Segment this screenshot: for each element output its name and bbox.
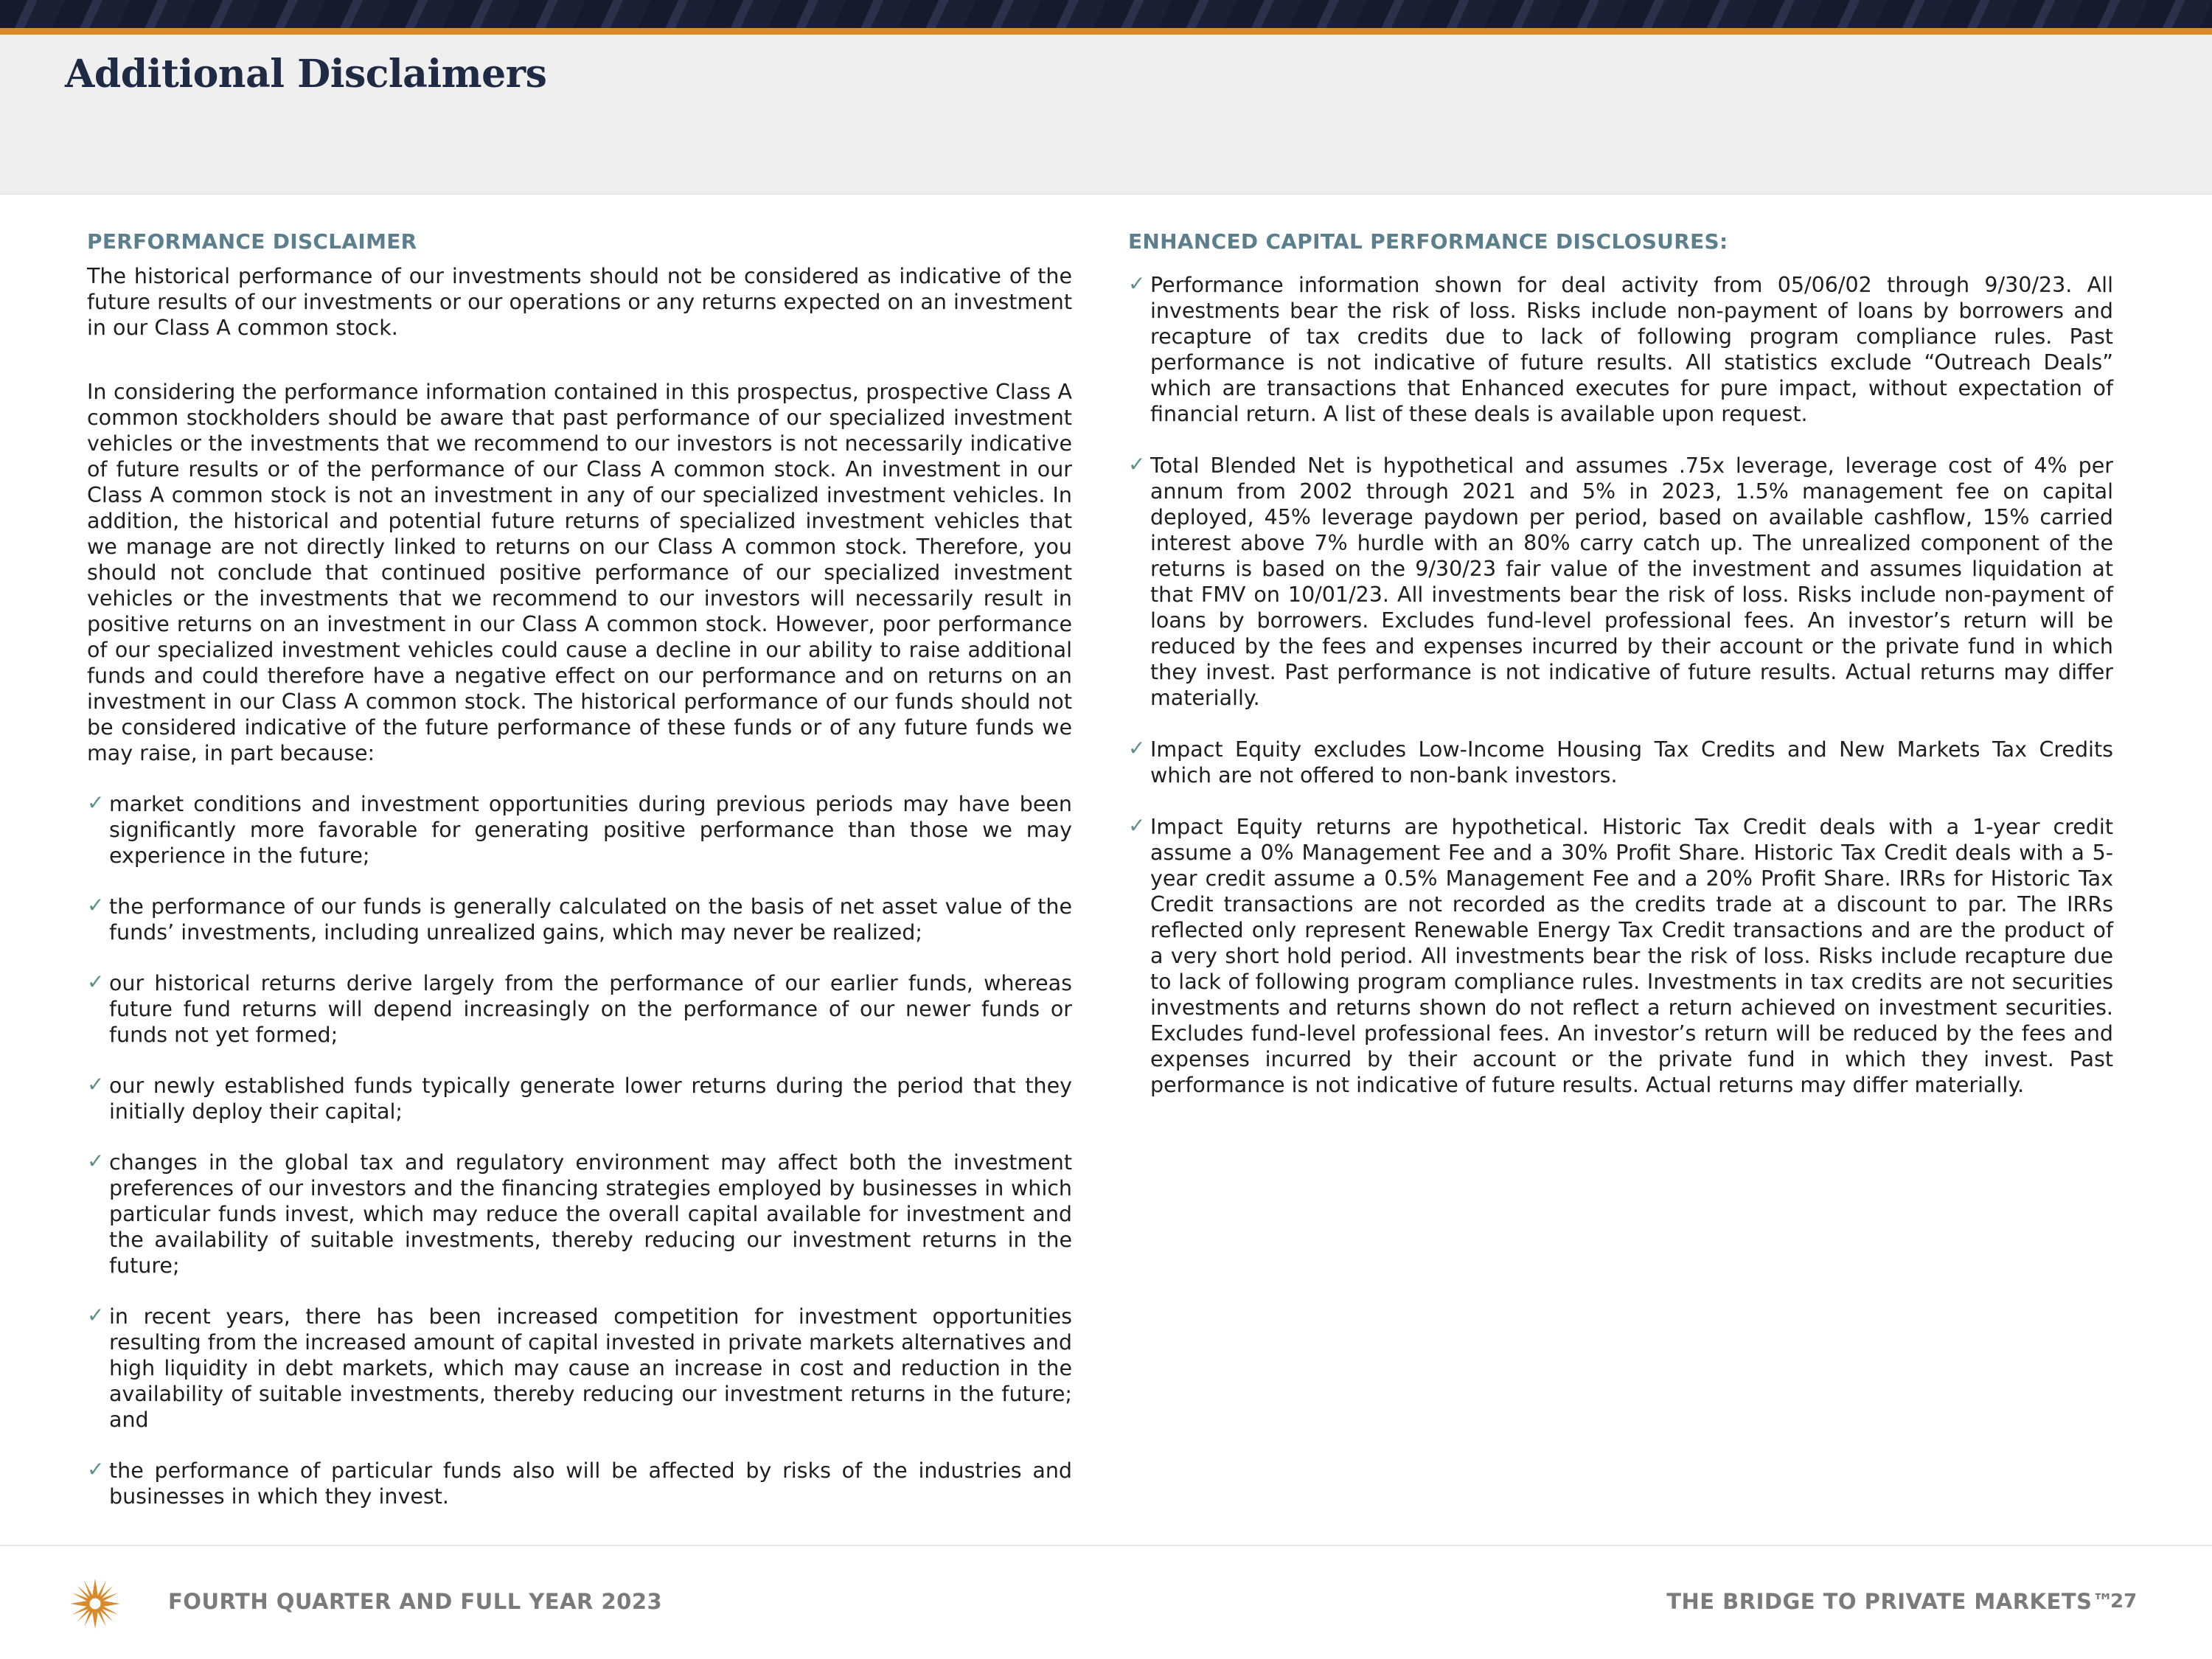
check-icon: ✓ <box>1128 736 1146 760</box>
list-item-text: Impact Equity returns are hypothetical. Historic Tax Credit deals with a 1-year credit assume a 0% Management Fee and a 30% Profit Share. Historic Tax Credit deals with a 5-year credit assume a 0.5% Management Fee and a 20% Profit Share. IRRs for Historic Tax Credit transactions are not recorded as the credits trade at a discount to par. The IRRs reflected only represent Renewable Energy Tax Credit transactions and are the product of a very short hold period. All investments bear the risk of loss. Risks include recapture due to lack of following program compliance rules. Investments in tax credits are not securities investments and returns shown do not reflect a return achieved on investment securities. Excludes fund-level professional fees. An investor’s return will be reduced by the fees and expenses incurred by their account or the private fund in which they invest. Past performance is not indicative of future results. Actual returns may differ materially. <box>1150 815 2113 1097</box>
check-icon: ✓ <box>1128 452 1146 476</box>
enhanced-capital-disclosures-column <box>1128 229 2113 1124</box>
list-item <box>1128 814 2113 1098</box>
performance-reasons-list <box>87 791 1072 1509</box>
list-item <box>87 1073 1072 1124</box>
list-item-text: Impact Equity excludes Low-Income Housing Tax Credits and New Markets Tax Credits which are not offered to non-bank investors. <box>1150 737 2113 787</box>
list-item <box>1128 737 2113 788</box>
sunburst-logo-icon <box>68 1576 122 1631</box>
list-item-text: Performance information shown for deal activity from 05/06/02 through 9/30/23. All investments bear the risk of loss. Risks include non-payment of loans by borrowers and recapture of tax credits due to lack of following program compliance rules. Past performance is not indicative of future results. All statistics exclude “Outreach Deals” which are transactions that Enhanced executes for pure impact, without expectation of financial return. A list of these deals is available upon request. <box>1150 273 2113 426</box>
page-number: 27 <box>2110 1590 2138 1613</box>
disclosures-list <box>1128 272 2113 1098</box>
list-item-text: in recent years, there has been increased competition for investment opportunities resulting from the increased amount of capital invested in private markets alternatives and high liquidity in debt markets, which may cause an increase in cost and reduction in the availability of suitable investments, thereby reducing our investment returns in the future; and <box>109 1304 1072 1432</box>
list-item-text: market conditions and investment opportunities during previous periods may have been significantly more favorable for generating positive performance than those we may experience in the future; <box>109 792 1072 868</box>
check-icon: ✓ <box>87 1072 105 1096</box>
list-item-text: changes in the global tax and regulatory environment may affect both the investment preferences of our investors and the financing strategies employed by businesses in which particular funds invest, which may reduce the overall capital available for investment and the availability of suitable investments, thereby reducing our investment returns in the future; <box>109 1150 1072 1278</box>
footer-period-label: FOURTH QUARTER AND FULL YEAR 2023 <box>168 1589 663 1614</box>
performance-disclaimer-heading: PERFORMANCE DISCLAIMER <box>87 229 417 254</box>
paragraph-historical-performance: The historical performance of our investments should not be considered as indicative of the future results of our investments or our operations or any returns expected on an investment in our Class A common stock. <box>87 264 1072 340</box>
check-icon: ✓ <box>1128 813 1146 838</box>
top-accent-stripe <box>0 28 2212 35</box>
list-item <box>87 1458 1072 1509</box>
list-item-text: our newly established funds typically generate lower returns during the period that they initially deploy their capital; <box>109 1074 1072 1124</box>
footer-tagline: THE BRIDGE TO PRIVATE MARKETS™ <box>1666 1589 2114 1614</box>
list-item <box>87 1150 1072 1279</box>
paragraph-considering-performance: In considering the performance information contained in this prospectus, prospective Class A common stockholders should be aware that past performance of our specialized investment vehicles or the investments that we recommend to our investors is not necessarily indicative of future results or of the performance of our Class A common stock. An investment in our Class A common stock is not an investment in any of our specialized investment vehicles. In addition, the historical and potential future returns of specialized investment vehicles that we manage are not directly linked to returns on our Class A common stock. Therefore, you should not conclude that continued positive performance of our specialized investment vehicles or the investments that we recommend to our investors will necessarily result in positive returns on an investment in our Class A common stock. However, poor performance of our specialized investment vehicles could cause a decline in our ability to raise additional funds and could therefore have a negative effect on our performance and on returns on an investment in our Class A common stock. The historical performance of our funds should not be considered indicative of the future performance of these funds or of any future funds we may raise, in part because: <box>87 380 1072 765</box>
list-item <box>87 970 1072 1048</box>
performance-disclaimer-column <box>87 229 1072 1534</box>
check-icon: ✓ <box>87 970 105 994</box>
list-item <box>1128 453 2113 711</box>
list-item-text: our historical returns derive largely from the performance of our earlier funds, whereas future fund returns will depend increasingly on the performance of our newer funds or funds not yet formed; <box>109 971 1072 1047</box>
footer-divider <box>0 1545 2212 1546</box>
check-icon: ✓ <box>87 1149 105 1173</box>
list-item-text: Total Blended Net is hypothetical and assumes .75x leverage, leverage cost of 4% per annum from 2002 through 2021 and 5% in 2023, 1.5% management fee on capital deployed, 45% leverage paydown per period, based on available cashflow, 15% carried interest above 7% hurdle with an 80% carry catch up. The unrealized component of the returns is based on the 9/30/23 fair value of the investment and assumes liquidation at that FMV on 10/01/23. All investments bear the risk of loss. Risks include non-payment of loans by borrowers. Excludes fund-level professional fees. An investor’s return will be reduced by the fees and expenses incurred by their account or the private fund in which they invest. Past performance is not indicative of future results. Actual returns may differ materially. <box>1150 453 2113 710</box>
check-icon: ✓ <box>87 1457 105 1481</box>
enhanced-capital-disclosures-heading: ENHANCED CAPITAL PERFORMANCE DISCLOSURES: <box>1128 229 1728 254</box>
check-icon: ✓ <box>87 893 105 917</box>
list-item <box>87 894 1072 945</box>
list-item-text: the performance of particular funds also will be affected by risks of the industries and businesses in which they invest. <box>109 1458 1072 1509</box>
list-item <box>1128 272 2113 427</box>
check-icon: ✓ <box>87 790 105 815</box>
list-item <box>87 791 1072 869</box>
top-decorative-band <box>0 0 2212 28</box>
list-item-text: the performance of our funds is generally calculated on the basis of net asset value of the funds’ investments, including unrealized gains, which may never be realized; <box>109 894 1072 945</box>
check-icon: ✓ <box>87 1303 105 1327</box>
page-title: Additional Disclaimers <box>65 52 547 97</box>
list-item <box>87 1304 1072 1433</box>
check-icon: ✓ <box>1128 271 1146 296</box>
